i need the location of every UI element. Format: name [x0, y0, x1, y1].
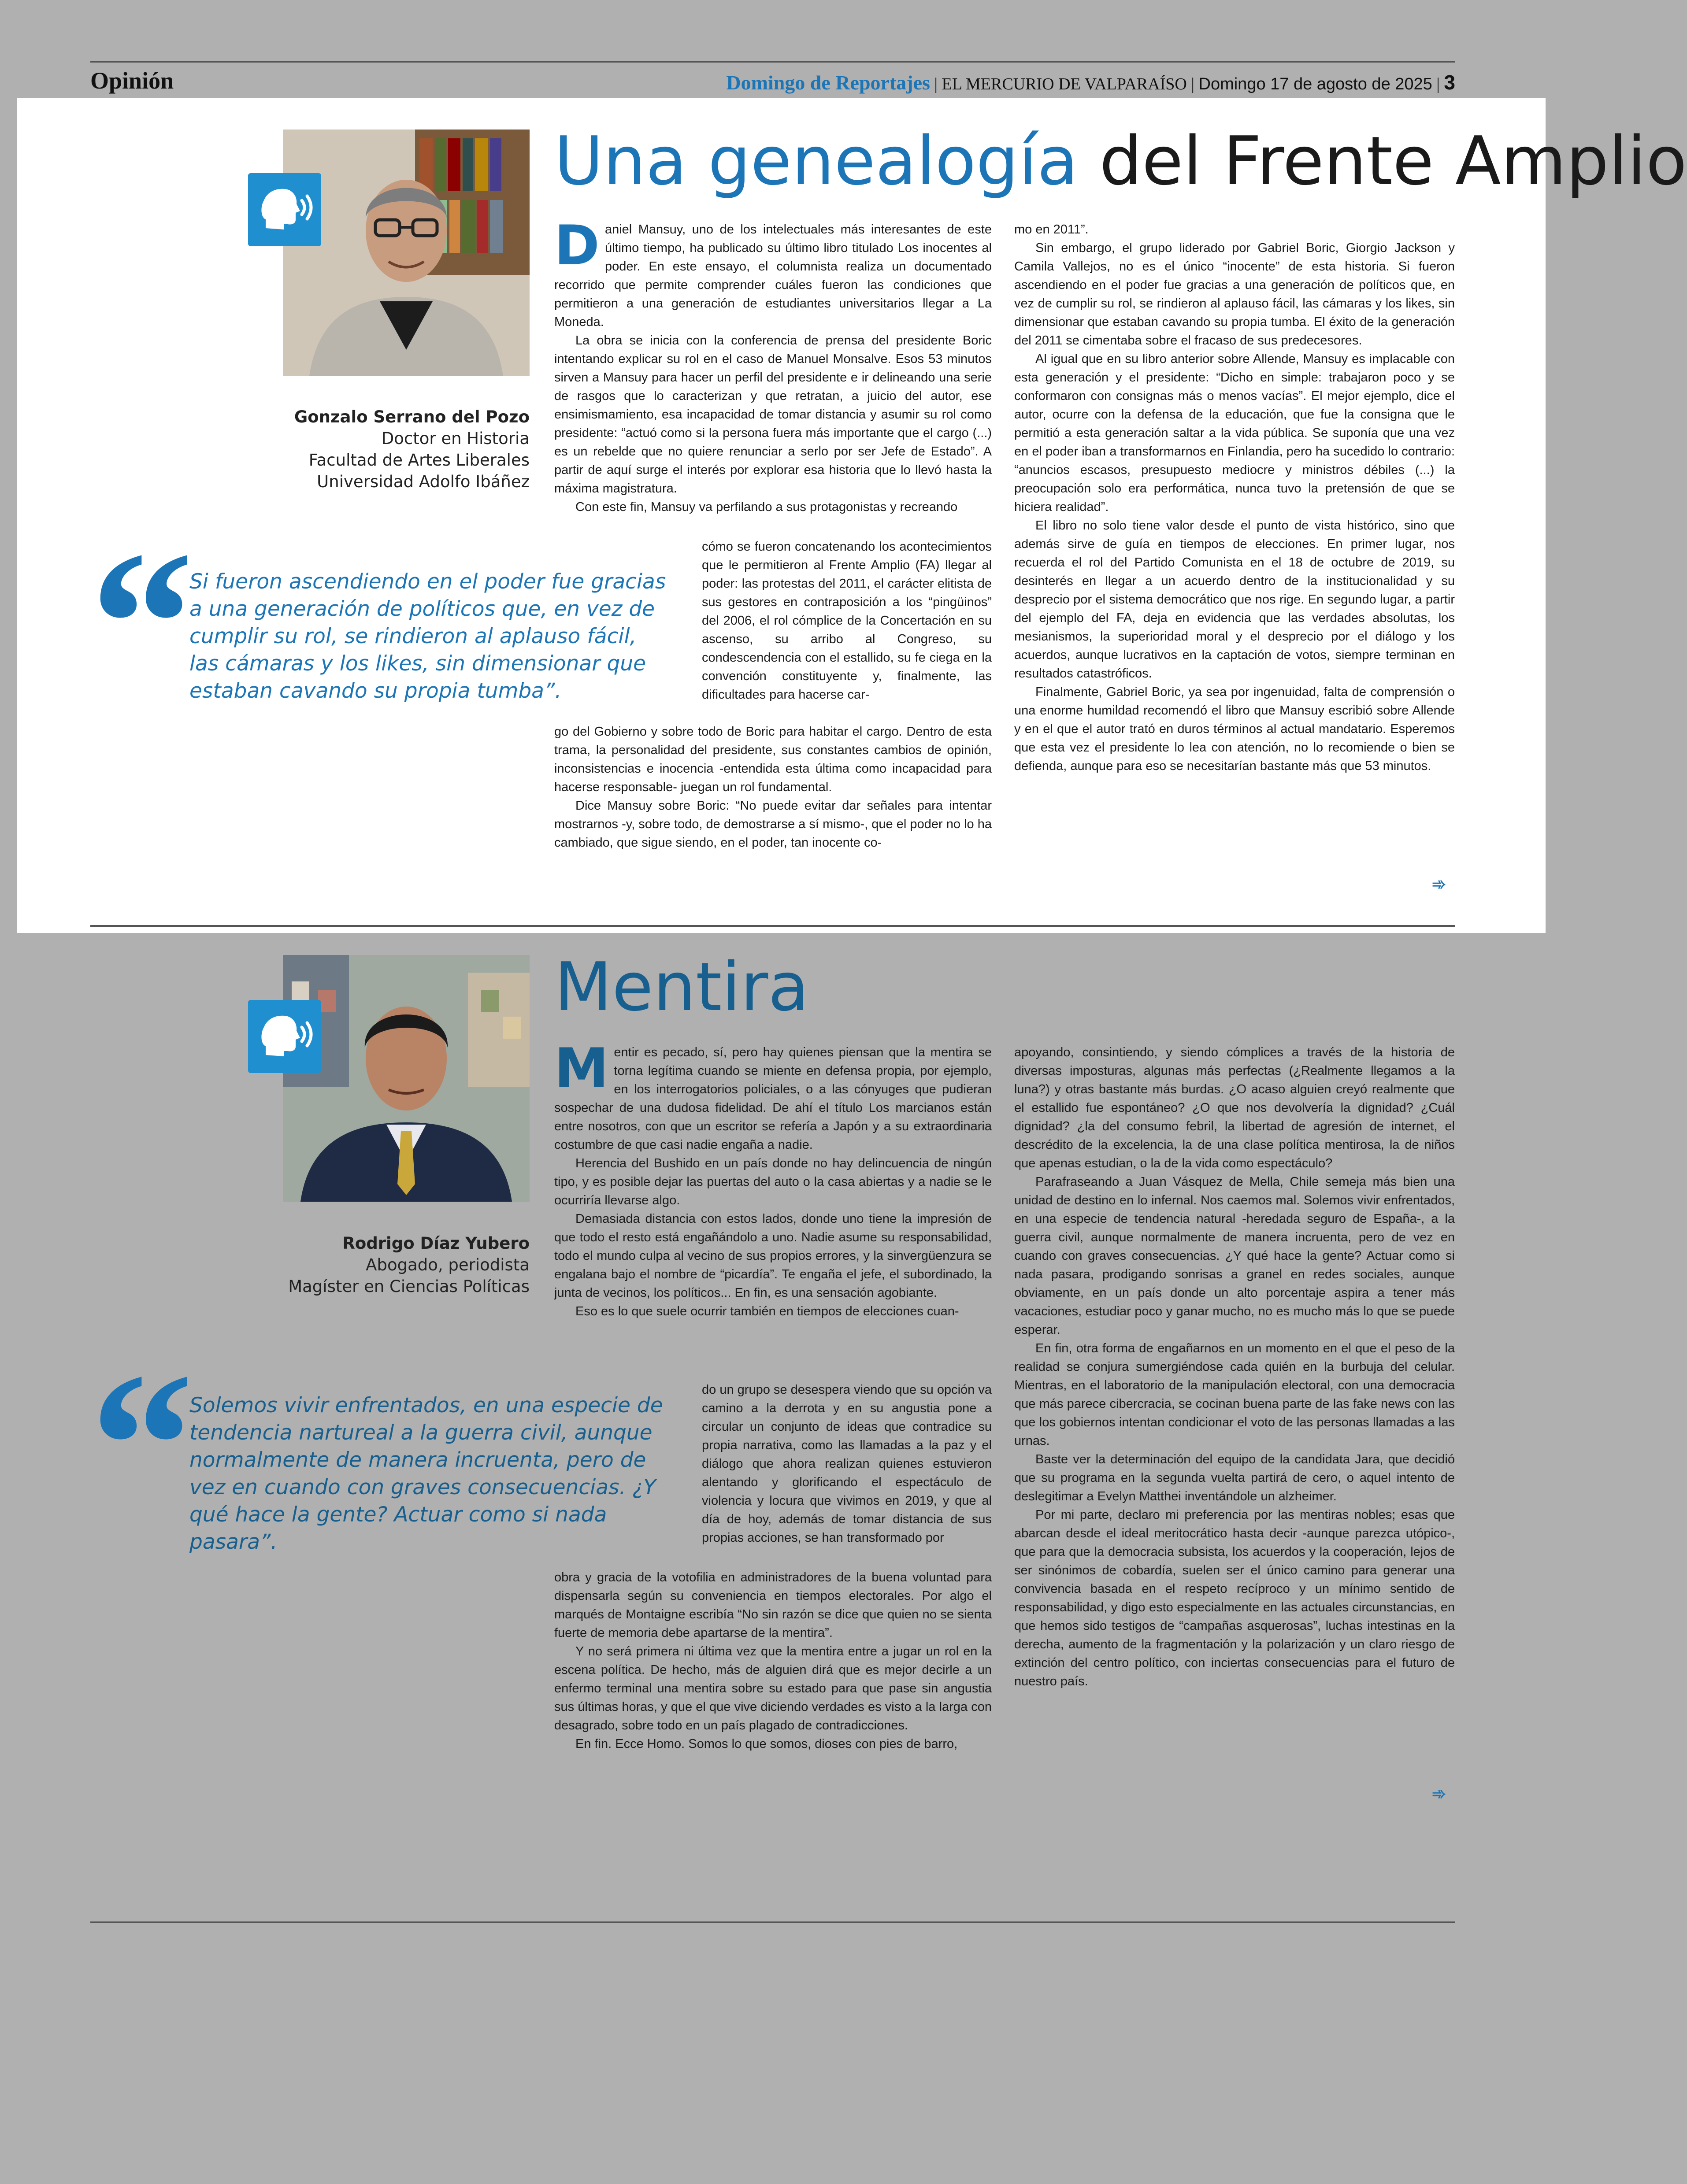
title-rest: del Frente Amplio — [1078, 122, 1687, 200]
paragraph: Y no será primera ni última vez que la mentira entre a jugar un rol en la escena política. De hecho, más de alguien dirá que es mejor decirle a un enfermo terminal una mentira sobre su estado para que pase sin angustia sus últimas horas, y que el que vive diciendo verdades es visto a la larga con desagrado, sobre todo en un país plagado de contradicciones. — [554, 1644, 992, 1732]
article-column-1-tail — [554, 722, 992, 852]
paragraph: Sin embargo, el grupo liderado por Gabriel Boric, Giorgio Jackson y Camila Vallejos, no es el único “inocente” de esta historia. Si fueron ascendiendo en el poder fue gracias a una generación de políticos que, en vez de cumplir su rol, se rindieron al aplauso fácil, las cámaras y los likes, sin dimensionar que estaban cavando su propia tumba. El éxito de la generación del 2011 se cimentaba sobre el fracaso de sus predecesores. — [1014, 241, 1455, 348]
paragraph: El libro no solo tiene valor desde el punto de vista histórico, sino que además sirve de guía en tiempos de elecciones. En primer lugar, nos recuerda el rol del Partido Comunista en el 18 de octubre de 2019, su desinterés en llegar a un acuerdo dentro de la institucionalidad y su desprecio por el sistema democrático que nos rige. En segundo lugar, a partir del ejemplo del FA, deja en evidencia que las verdades absolutas, los mesianismos, la superioridad moral y el desprecio por el diálogo y los acuerdos, aunque lucrativos en la captación de votos, siempre terminan en resultados catastróficos. — [1014, 518, 1455, 681]
paragraph: Dice Mansuy sobre Boric: “No puede evitar dar señales para intentar mostrarnos -y, sobre todo, de demostrarse a sí mismo-, que el poder no lo ha cambiado, que sigue siendo, en el poder, tan inocente co- — [554, 799, 992, 850]
paragraph: Daniel Mansuy, uno de los intelectuales más interesantes de este último tiempo, ha publicado su último libro titulado Los inocentes al poder. En este ensayo, el columnista realiza un documentado recorrido que permite comprender cuáles fueron las condiciones que permitieron a una generación de estudiantes universitarios llegar a La Moneda. — [554, 214, 992, 329]
paragraph: go del Gobierno y sobre todo de Boric para habitar el cargo. Dentro de esta trama, la personalidad del presidente, sus constantes cambios de opinión, inconsistencias e inocencia -entendida esta última como incapacidad para hacerse responsable- juegan un rol fundamental. — [554, 725, 992, 794]
paragraph: Herencia del Bushido en un país donde no hay delincuencia de ningún tipo, y es posible dejar las puertas del auto o la casa abiertas y a nadie se le ocurriría llevarse algo. — [554, 1156, 992, 1207]
divider — [90, 1921, 1455, 1923]
section-label: Opinión — [90, 67, 174, 94]
separator: | — [1436, 75, 1440, 93]
article-column-1-tail — [554, 1568, 992, 1753]
article-column-2 — [1014, 1043, 1455, 1691]
audio-icon[interactable] — [248, 1000, 321, 1073]
article-column-1 — [554, 1037, 992, 1321]
paragraph: mo en 2011”. — [1014, 222, 1089, 237]
paragraph: Por mi parte, declaro mi preferencia por las mentiras nobles; esas que abarcan desde el ideal meritocrático hasta decir -aunque parezca utópico-, que para que la democracia subsista, los acuerdos y la cooperación, lejos de ser sinónimos de cobardía, suelen ser el único camino para generar una convivencia basada en el respeto recíproco y un mínimo sentido de responsabilidad, y digo esto especialmente en las actuales circunstancias, en que hemos sido testigos de “campañas asquerosas”, luchas intestinas en la derecha, aumento de la fragmentación y la polarización y un claro riesgo de extinción del centro político, con inciertas consecuencias para el futuro de nuestro país. — [1014, 1508, 1455, 1688]
paragraph: Eso es lo que suele ocurrir también en tiempos de elecciones cuan- — [575, 1304, 959, 1318]
paragraph: apoyando, consintiendo, y siendo cómplices a través de la historia de diversas imposturas, algunas más perfectas (¿Realmente llegamos a la luna?) y otras bastante más burdas. ¿O acaso alguien creyó realmente que el estallido fue espontáneo? ¿O que nos devolvería la dignidad? ¿Cuál dignidad? ¿la del consumo febril, la libertad de agresión de internet, el descrédito de la excelencia, la de una clase política mentirosa, la de niños que apenas estudian, o la de la vida como espectáculo? — [1014, 1045, 1455, 1170]
article-title — [554, 122, 1687, 200]
page-header — [90, 61, 1455, 100]
author-name: Gonzalo Serrano del Pozo — [294, 407, 530, 426]
continue-arrow-icon: ➾ — [1432, 875, 1446, 894]
paragraph: Demasiada distancia con estos lados, donde uno tiene la impresión de que todo el resto está engañándolo a uno. Nadie asume su responsabilidad, todo el mundo culpa al vecino de sus propios errores, y la sinvergüenzura se engalana bajo el nombre de “picardía”. Te engaña el jefe, el subordinado, la junta de vecinos, los políticos... En fin, es una sensación agobiante. — [554, 1212, 992, 1300]
paragraph: Baste ver la determinación del equipo de la candidata Jara, que decidió que su programa en la segunda vuelta partirá de cero, o aquel intento de deslegitimar a Evelyn Matthei inventándole un alzheimer. — [1014, 1452, 1455, 1503]
author-photo — [283, 130, 530, 376]
article-column-1 — [554, 214, 992, 516]
drop-cap: M — [554, 1037, 609, 1100]
title-accent: Una genealogía — [554, 122, 1079, 200]
separator: | — [934, 75, 938, 93]
author-university: Universidad Adolfo Ibáñez — [317, 472, 530, 491]
paragraph: En fin, otra forma de engañarnos en un momento en el que el peso de la realidad se conjura sumergiéndose cada quién en la burbuja del celular. Mientras, en el laboratorio de la manipulación electoral, con una democracia que más parece cibercracia, se cocinan buena parte de las fake news con las que los gobiernos intentan condicionar el voto de las personas llamadas a las urnas. — [1014, 1341, 1455, 1448]
quote-mark-icon: “ — [90, 1330, 194, 1559]
article-title — [554, 948, 809, 1026]
supplement-name: Domingo de Reportajes — [726, 71, 930, 94]
continue-arrow-icon: ➾ — [1432, 1785, 1446, 1803]
article-column-1-narrow — [702, 537, 992, 704]
paragraph: Finalmente, Gabriel Boric, ya sea por ingenuidad, falta de comprensión o una enorme humildad recomendó el libro que Mansuy escribió sobre Allende y en el que el autor trató en duros términos al actual mandatario. Esperemos que esta vez el presidente lo lea con atención, no lo recomiende o bien se defienda, aunque para eso se necesitarían bastante más que 53 minutos. — [1014, 685, 1455, 773]
title-accent: Mentira — [554, 948, 809, 1026]
issue-date: Domingo 17 de agosto de 2025 — [1198, 75, 1432, 93]
paragraph: En fin. Ecce Homo. Somos lo que somos, dioses con pies de barro, — [575, 1737, 958, 1751]
newspaper-name: EL MERCURIO DE VALPARAÍSO — [942, 75, 1187, 93]
author-title: Abogado, periodista — [366, 1255, 530, 1274]
author-degree: Magíster en Ciencias Políticas — [288, 1277, 530, 1296]
pull-quote: Si fueron ascendiendo en el poder fue gracias a una generación de políticos que, en vez de cumplir su rol, se rindieron al aplauso fácil, las cámaras y los likes, sin dimensionar que estaban cavando su propia tumba”. — [189, 570, 666, 703]
divider — [90, 925, 1455, 927]
author-photo — [283, 955, 530, 1202]
paragraph: Con este fin, Mansuy va perfilando a sus protagonistas y recreando — [575, 500, 958, 514]
paragraph: do un grupo se desespera viendo que su opción va camino a la derrota y en su angustia pone a circular un conjunto de ideas que contradice su propia narrativa, como las llamadas a la paz y el diálogo que ahora realizan quienes estuvieron alentando y glorificando el espectáculo de violencia y locura que vivimos en 2019, y que al día de hoy, además de tomar distancia de sus propias acciones, se han transformado por — [702, 1383, 992, 1545]
author-name: Rodrigo Díaz Yubero — [342, 1234, 530, 1253]
pull-quote: Solemos vivir enfrentados, en una especie de tendencia nartureal a la guerra civil, aunque normalmente de manera incruenta, pero de vez en cuando con graves consecuencias. ¿Y qué hace la gente? Actuar como si nada pasara”. — [189, 1393, 663, 1554]
author-credit — [283, 1233, 530, 1297]
author-affiliation: Facultad de Artes Liberales — [308, 451, 530, 470]
paragraph: obra y gracia de la votofilia en administradores de la buena voluntad para dispensarla según su conveniencia en tiempos electorales. Por algo el marqués de Montaigne escribía “No sin razón se dice que quien no se sienta fuerte de memoria debe apartarse de la mentira”. — [554, 1570, 992, 1640]
paragraph: Al igual que en su libro anterior sobre Allende, Mansuy es implacable con esta generación y el presidente: “Dicho en simple: trabajaron poco y se conformaron con consignas más o menos vacías”. El mejor ejemplo, dice el autor, ocurre con la defensa de la educación, que fue la consigna que le permitió a esta generación saltar a la vida pública. Se suponía que una vez en el poder iban a transformarnos en Finlandia, pero ha sucedido lo contrario: “anuncios escasos, presupuesto mediocre y ministros débiles (...) la preocupación solo era performática, nunca tuvo la pretensión de que se hiciera realidad”. — [1014, 352, 1455, 514]
paragraph: La obra se inicia con la conferencia de prensa del presidente Boric intentando explicar su rol en el caso de Manuel Monsalve. Esos 53 minutos sirven a Mansuy para hacer un perfil del presidente e ir delineando una serie de rasgos que lo caracterizan y que retratan, a juicio del autor, ese ensimismamiento, esa incapacidad de tomar distancia y asumir su rol como presidente: “actuó como si la persona fuera más importante que el cargo (...) es un rebelde que no quiere renunciar a serlo por ser Jefe de Estado”. A partir de aquí surge el interés por explorar esa historia que lo llevó hasta la máxima magistratura. — [554, 333, 992, 496]
article-column-1-narrow — [702, 1381, 992, 1547]
quote-mark-icon: “ — [90, 508, 194, 738]
separator: | — [1191, 75, 1194, 93]
page-number: 3 — [1444, 71, 1455, 94]
audio-icon[interactable] — [248, 173, 321, 246]
paragraph: Mentir es pecado, sí, pero hay quienes piensan que la mentira se torna legítima cuando se miente en defensa propia, por ejemplo, en los interrogatorios policiales, o a las cónyuges que pudieran sospechar de una dudosa fidelidad. De ahí el título Los marcianos están entre nosotros, con que un escritor se refería a Japón y a su extraordinaria costumbre de que casi nadie engaña a nadie. — [554, 1037, 992, 1152]
article-column-2 — [1014, 220, 1455, 775]
header-masthead — [726, 70, 1455, 94]
paragraph: Parafraseando a Juan Vásquez de Mella, Chile semeja más bien una unidad de destino en lo infernal. Nos caemos mal. Solemos vivir enfrentados, en una especie de tendencia natural -heredada seguro de España-, a la guerra civil, aunque normalmente de manera incruenta, pero de vez en cuando con graves consecuencias. ¿Y qué hace la gente? Actuar como si nada pasara, prodigando sonrisas a granel en redes sociales, aunque obviamente, en un país donde un alto porcentaje aspira a tener más vacaciones, estudiar poco y ganar mucho, no es mucho más lo que se puede esperar. — [1014, 1175, 1455, 1337]
paragraph: cómo se fueron concatenando los acontecimientos que le permitieron al Frente Amplio (FA) llegar al poder: las protestas del 2011, el carácter elitista de sus gestores en contraposición a los “pingüinos” del 2006, el rol cómplice de la Concertación en su ascenso, su arribo al Congreso, su condescendencia con el estallido, su fe ciega en la convención constituyente y, finalmente, las dificultades para hacerse car- — [702, 540, 992, 702]
author-credit — [283, 406, 530, 492]
author-title: Doctor en Historia — [381, 429, 530, 448]
drop-cap: D — [554, 214, 600, 278]
